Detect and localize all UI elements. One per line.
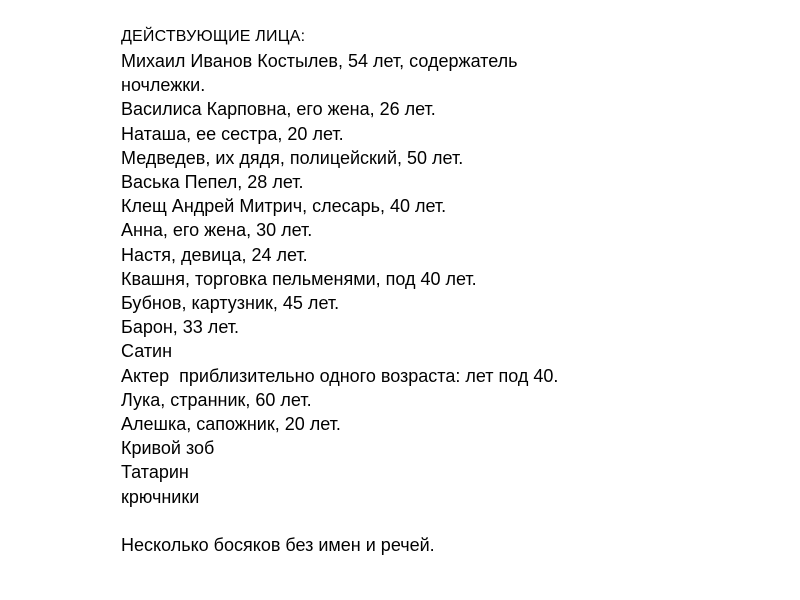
cast-list (121, 25, 781, 557)
cast-line: Барон, 33 лет. (121, 317, 239, 338)
cast-heading: ДЕЙСТВУЮЩИЕ ЛИЦА: (121, 28, 306, 45)
cast-line: крючники (121, 486, 200, 507)
cast-line: Сатин (121, 341, 173, 362)
footer-line: Несколько босяков без имен и речей. (121, 535, 435, 556)
cast-line: Клещ Андрей Митрич, слесарь, 40 лет. (121, 196, 447, 217)
cast-line: Лука, странник, 60 лет. (121, 389, 312, 410)
cast-line: Васька Пепел, 28 лет. (121, 172, 304, 193)
cast-line: Василиса Карповна, его жена, 26 лет. (121, 99, 436, 120)
blank-line (121, 509, 781, 533)
cast-line: Медведев, их дядя, полицейский, 50 лет. (121, 147, 464, 168)
cast-line: Татарин (121, 462, 189, 483)
cast-line: ночлежки. (121, 75, 206, 96)
cast-line: Алешка, сапожник, 20 лет. (121, 414, 341, 435)
cast-line: Кривой зоб (121, 438, 215, 459)
cast-line: Наташа, ее сестра, 20 лет. (121, 123, 344, 144)
cast-line: Анна, его жена, 30 лет. (121, 220, 313, 241)
cast-line: Настя, девица, 24 лет. (121, 244, 308, 265)
cast-line: Квашня, торговка пельменями, под 40 лет. (121, 268, 477, 289)
cast-line: Михаил Иванов Костылев, 54 лет, содержатель (121, 51, 518, 71)
cast-line: Актер приблизительно одного возраста: лет под 40. (121, 365, 559, 386)
cast-line: Бубнов, картузник, 45 лет. (121, 293, 340, 314)
